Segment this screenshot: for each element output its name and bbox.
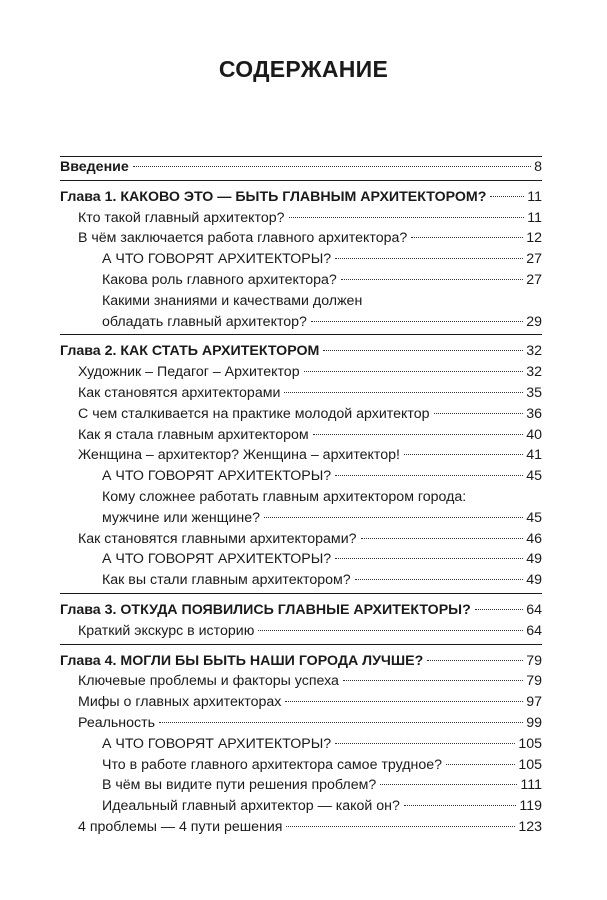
toc-page-number: 49	[526, 551, 542, 568]
toc-entry-title: А ЧТО ГОВОРЯТ АРХИТЕКТОРЫ?	[102, 468, 332, 485]
toc-page-number: 45	[526, 468, 542, 485]
dot-leader	[343, 680, 523, 681]
toc-entry-title: Глава 4. МОГЛИ БЫ БЫТЬ НАШИ ГОРОДА ЛУЧШЕ?	[60, 652, 424, 669]
toc-page-number: 49	[526, 572, 542, 589]
toc-entry-title: Идеальный главный архитектор — какой он?	[102, 798, 400, 815]
toc-chapter-entry[interactable]	[60, 600, 542, 621]
dot-leader	[341, 279, 523, 280]
toc-chapter-entry[interactable]	[60, 651, 542, 672]
toc-entry-title: Ключевые проблемы и факторы успеха	[78, 673, 339, 690]
toc-entry-title: Что в работе главного архитектора самое трудное?	[102, 756, 443, 773]
toc-entry[interactable]	[60, 249, 542, 270]
dot-leader	[313, 434, 524, 435]
toc-page-number: 32	[526, 364, 542, 381]
toc-entry-title: Глава 2. КАК СТАТЬ АРХИТЕКТОРОМ	[60, 343, 320, 360]
toc-entry-title-line: Кому сложнее работать главным архитектором города:	[102, 488, 467, 505]
dot-leader	[133, 166, 531, 167]
dot-leader	[304, 371, 524, 372]
toc-entry[interactable]	[60, 755, 542, 776]
toc-entry[interactable]	[60, 817, 542, 838]
toc-chapter-entry[interactable]	[60, 157, 542, 178]
toc-entry-title: Женщина – архитектор? Женщина – архитектор!	[78, 447, 400, 464]
toc-entry-title: Реальность	[78, 714, 155, 731]
toc-page-number: 40	[526, 426, 542, 443]
toc-entry-title: Введение	[60, 159, 129, 175]
dot-leader	[285, 701, 523, 702]
toc-page-number: 64	[526, 622, 542, 639]
dot-leader	[355, 579, 524, 580]
toc-page-number: 64	[526, 601, 542, 618]
section-divider	[60, 644, 542, 651]
toc-chapter-entry[interactable]	[60, 341, 542, 362]
toc-entry-title-line: Какими знаниями и качествами должен	[102, 292, 363, 309]
dot-leader	[335, 475, 523, 476]
toc-entry[interactable]	[60, 671, 542, 692]
toc-page-number: 11	[527, 209, 542, 226]
toc-page-number: 8	[534, 159, 542, 175]
toc-entry-title: Какова роль главного архитектора?	[102, 271, 337, 288]
toc-entry[interactable]	[60, 796, 542, 817]
toc-page-number: 79	[526, 652, 542, 669]
toc-entry-title: Глава 1. КАКОВО ЭТО — БЫТЬ ГЛАВНЫМ АРХИТЕКТОРОМ?	[60, 188, 487, 205]
toc-page-number: 35	[526, 384, 542, 401]
toc-entry-title: мужчине или женщине?	[102, 509, 260, 526]
dot-leader	[258, 630, 523, 631]
toc-page-number: 27	[526, 271, 542, 288]
page-title: СОДЕРЖАНИЕ	[218, 56, 389, 82]
toc-entry-title: 4 проблемы — 4 пути решения	[78, 818, 283, 835]
dot-leader	[404, 454, 523, 455]
toc-page-number: 36	[526, 405, 542, 422]
toc-page-number: 119	[519, 798, 542, 815]
toc-entry-title: Как становятся главными архитекторами?	[78, 530, 357, 547]
toc-page-number: 45	[526, 509, 542, 526]
dot-leader	[434, 413, 524, 414]
dot-leader	[411, 237, 523, 238]
toc-entry[interactable]	[60, 291, 542, 333]
dot-leader	[286, 826, 515, 827]
dot-leader	[289, 217, 525, 218]
section-divider	[60, 180, 542, 187]
toc-entry-title: Кто такой главный архитектор?	[78, 209, 285, 226]
toc-page-number: 79	[526, 673, 542, 690]
toc-page-number: 46	[526, 530, 542, 547]
toc-page-number: 111	[520, 777, 542, 794]
toc-entry[interactable]	[60, 404, 542, 425]
toc-entry-title: Краткий экскурс в историю	[78, 622, 255, 639]
toc-entry[interactable]	[60, 734, 542, 755]
toc-entry[interactable]	[60, 529, 542, 550]
section-divider	[60, 334, 542, 341]
dot-leader	[159, 722, 523, 723]
table-of-contents	[60, 156, 542, 838]
toc-entry[interactable]	[60, 383, 542, 404]
dot-leader	[380, 784, 517, 785]
toc-entry[interactable]	[60, 208, 542, 229]
dot-leader	[490, 196, 524, 197]
dot-leader	[335, 743, 515, 744]
dot-leader	[404, 805, 517, 806]
dot-leader	[311, 321, 523, 322]
toc-entry-title: А ЧТО ГОВОРЯТ АРХИТЕКТОРЫ?	[102, 735, 332, 752]
toc-page-number: 99	[526, 714, 542, 731]
toc-entry-title: Как я стала главным архитектором	[78, 426, 309, 443]
toc-entry[interactable]	[60, 692, 542, 713]
toc-entry-title: обладать главный архитектор?	[102, 313, 307, 330]
toc-entry[interactable]	[60, 228, 542, 249]
toc-entry-title: Как становятся архитекторами	[78, 384, 281, 401]
toc-entry-title: В чём заключается работа главного архитектора?	[78, 230, 408, 247]
toc-entry[interactable]	[60, 445, 542, 466]
toc-page-number: 105	[518, 756, 542, 773]
dot-leader	[446, 764, 515, 765]
toc-entry[interactable]	[60, 570, 542, 591]
toc-page-number: 27	[526, 251, 542, 268]
toc-entry[interactable]	[60, 362, 542, 383]
toc-chapter-entry[interactable]	[60, 187, 542, 208]
toc-entry[interactable]	[60, 549, 542, 570]
dot-leader	[361, 538, 524, 539]
toc-entry-title: С чем сталкивается на практике молодой архитектор	[78, 405, 430, 422]
toc-page-number: 32	[526, 343, 542, 360]
dot-leader	[284, 392, 523, 393]
section-divider	[60, 593, 542, 600]
dot-leader	[475, 609, 523, 610]
toc-entry[interactable]	[60, 621, 542, 642]
toc-entry-title: Глава 3. ОТКУДА ПОЯВИЛИСЬ ГЛАВНЫЕ АРХИТЕКТОРЫ?	[60, 601, 471, 618]
dot-leader	[335, 558, 523, 559]
toc-page-number: 105	[518, 735, 542, 752]
toc-entry[interactable]	[60, 713, 542, 734]
dot-leader	[323, 350, 523, 351]
toc-entry-title: Как вы стали главным архитектором?	[102, 572, 351, 589]
toc-page-number: 12	[526, 230, 542, 247]
toc-entry[interactable]	[60, 466, 542, 487]
toc-page-number: 29	[526, 313, 542, 330]
toc-entry-title: В чём вы видите пути решения проблем?	[102, 777, 377, 794]
toc-entry[interactable]	[60, 775, 542, 796]
toc-page-number: 123	[518, 818, 542, 835]
toc-entry[interactable]	[60, 270, 542, 291]
toc-entry-title: Мифы о главных архитекторах	[78, 694, 282, 711]
toc-entry-title: Художник – Педагог – Архитектор	[78, 364, 300, 381]
toc-entry[interactable]	[60, 425, 542, 446]
toc-page-number: 97	[526, 694, 542, 711]
toc-entry[interactable]	[60, 487, 542, 529]
dot-leader	[427, 660, 523, 661]
dot-leader	[335, 258, 523, 259]
dot-leader	[264, 517, 523, 518]
toc-page-number: 41	[526, 447, 542, 464]
toc-entry-title: А ЧТО ГОВОРЯТ АРХИТЕКТОРЫ?	[102, 251, 332, 268]
toc-page-number: 11	[527, 188, 542, 205]
toc-entry-title: А ЧТО ГОВОРЯТ АРХИТЕКТОРЫ?	[102, 551, 332, 568]
